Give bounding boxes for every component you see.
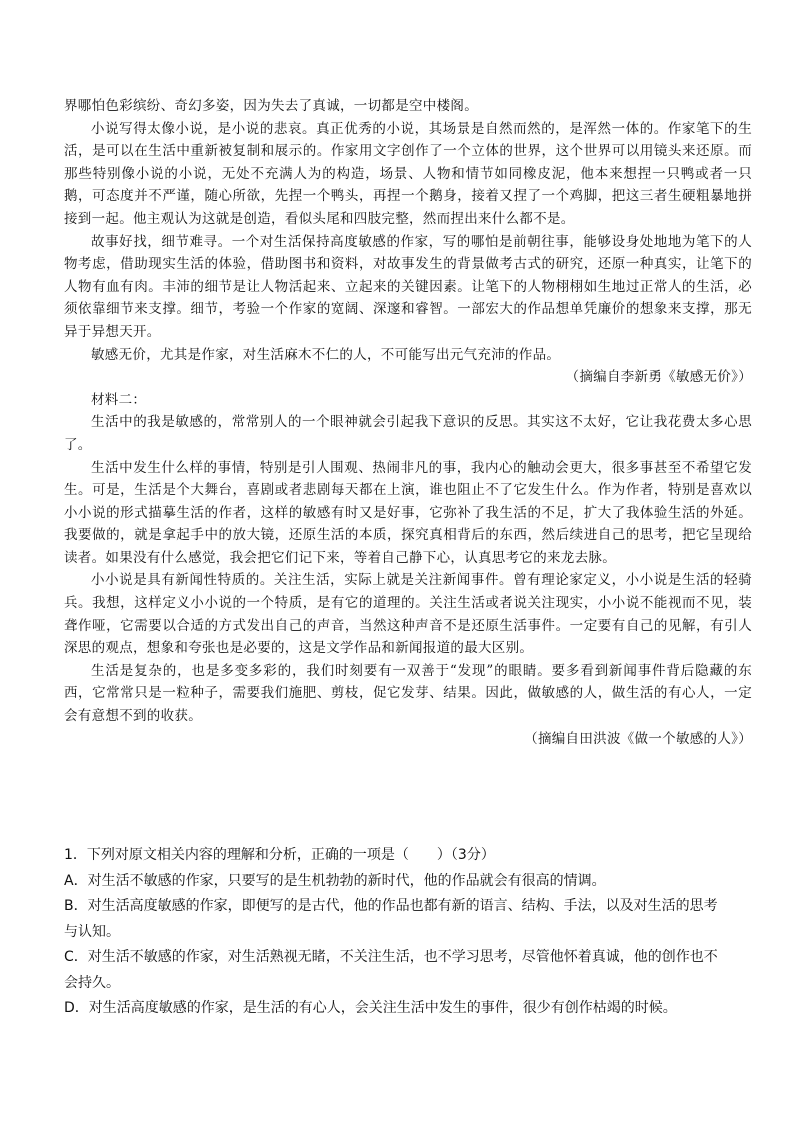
material1-paragraph-1: 界哪怕色彩缤纷、奇幻多姿，因为失去了真诚，一切都是空中楼阁。 [64, 98, 478, 114]
material1-paragraph-4: 敏感无价，尤其是作家，对生活麻木不仁的人，不可能写出元气充沛的作品。 [91, 346, 561, 363]
material2-paragraph-3: 小小说是具有新闻性特质的。关注生活，实际上就是关注新闻事件。曾有理论家定义，小小说是生活的轻骑兵。我想，这样定义小小说的一个特质，是有它的道理的。关注生活或者说关注现实，小小说不能视而不见，装聋作哑，它需要以合适的方式发出自己的声音，当然这种声音不是还原生活事件。一定要有自己的见解，有引人深思的观点，想象和夸张也是必要的，这是文学作品和新闻报道的最大区别。 [64, 572, 752, 657]
option-b: B．对生活高度敏感的作家，即便写的是古代，他的作品也都有新的语言、结构、手法，以及对生活的思考与认知。 [64, 898, 718, 940]
option-a: A．对生活不敏感的作家，只要写的是生机勃勃的新时代，他的作品就会有很高的情调。 [64, 872, 606, 889]
material2-paragraph-4: 生活是复杂的，也是多变多彩的，我们时刻要有一双善于“发现”的眼睛。要多看到新闻事件背后隐藏的东西，它常常只是一粒种子，需要我们施肥、剪枝，促它发芽、结果。因此，做敏感的人，做生活的有心人，一定会有意想不到的收获。 [64, 662, 752, 725]
material1-paragraph-3: 故事好找，细节难寻。一个对生活保持高度敏感的作家，写的哪怕是前朝往事，能够设身处地地为笔下的人物考虑，借助现实生活的体验，借助图书和资料，对故事发生的背景做考古式的研究，还原一种真实，让笔下的人物有血有肉。丰沛的细节是让人物活起来、立起来的关键因素。让笔下的人物栩栩如生地过正常人的生活，必须依靠细节来支撑。细节，考验一个作家的宽阔、深邃和睿智。一部宏大的作品想单凭廉价的想象来支撑，那无异于异想天开。 [64, 233, 752, 340]
option-c: C．对生活不敏感的作家，对生活熟视无睹，不关注生活，也不学习思考，尽管他怀着真诚，他的创作也不会持久。 [64, 949, 718, 991]
material2-heading: 材料二： [91, 391, 147, 408]
material2-source: （摘编自田洪波《做一个敏感的人》） [524, 730, 752, 747]
material1-paragraph-2: 小说写得太像小说，是小说的悲哀。真正优秀的小说，其场景是自然而然的，是浑然一体的。作家笔下的生活，是可以在生活中重新被复制和展示的。作家用文字创作了一个立体的世界，这个世界可以用镜头来还原。而那些特别像小说的小说，无处不充满人为的构造，场景、人物和情节如同橡皮泥，他本来想捏一只鸭或者一只鹅，可态度并不严谨，随心所欲，先捏一个鸭头，再捏一个鹅身，接着又捏了一个鸡脚，把这三者生硬粗暴地拼接到一起。他主观认为这就是创造，看似头尾和四肢完整，然而捏出来什么都不是。 [64, 120, 752, 227]
reading-passage [64, 95, 752, 750]
question-stem: 1．下列对原文相关内容的理解和分析，正确的一项是（ ）（3分） [64, 847, 495, 863]
material1-source: （摘编自李新勇《敏感无价》） [565, 369, 752, 386]
material2-paragraph-1: 生活中的我是敏感的，常常别人的一个眼神就会引起我下意识的反思。其实这不太好，它让我花费太多心思了。 [64, 414, 752, 453]
material2-paragraph-2: 生活中发生什么样的事情，特别是引人围观、热闹非凡的事，我内心的触动会更大，很多事甚至不希望它发生。可是，生活是个大舞台，喜剧或者悲剧每天都在上演，谁也阻止不了它发生什么。作为作者，特别是喜欢以小小说的形式描摹生活的作者，这样的敏感有时又是好事，它弥补了我生活的不足，扩大了我体验生活的外延。我要做的，就是拿起手中的放大镜，还原生活的本质，探究真相背后的东西，然后续进自己的思考，把它呈现给读者。如果没有什么感觉，我会把它们记下来，等着自己静下心，认真思考它的来龙去脉。 [64, 459, 752, 566]
question-1 [64, 843, 724, 1022]
option-d: D．对生活高度敏感的作家，是生活的有心人，会关注生活中发生的事件，很少有创作枯竭的时候。 [64, 1000, 677, 1016]
